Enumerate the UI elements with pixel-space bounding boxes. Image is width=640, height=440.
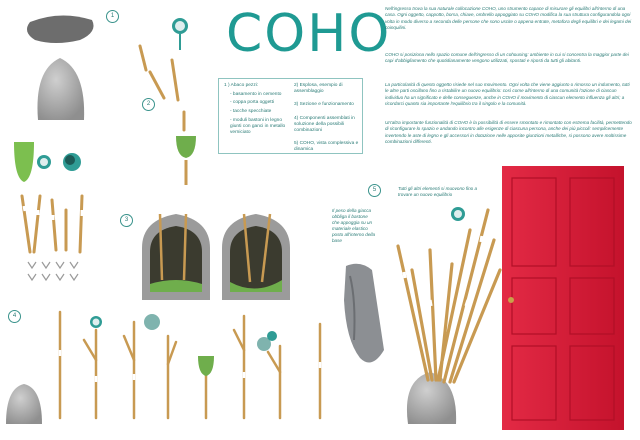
step-number-2: 2 [142,98,155,111]
legend-item: - coppa porta oggetti [230,100,275,106]
door-icon [502,166,624,430]
wood-stick [52,200,56,250]
combinations [6,312,320,424]
legend-item: - basamento in cemento [230,91,282,97]
weight-note: Il peso della giacca obbliga il bastone che appoggia su un materiale elastico posto all'interno della base [332,208,376,243]
legend-item: 1 ) Abaco pezzi: [224,83,259,88]
cup-icon [14,142,34,182]
step-number-4: 4 [8,310,21,323]
mirror-paddle-icon [144,314,160,330]
cup-icon [176,136,196,158]
mirror-paddle-icon [65,155,75,165]
legend-item: - tacche specchiate [230,109,272,115]
cohousing-paragraph: COHO si posiziona nello spazio comune dell'ingresso di un cohousing: ambiente in cui si concentra la maggior parte dei capi d'abbigliamento che quotidianamente vengono utilizzati, spostati e riposti da tutti gli abitanti. [385,52,629,64]
movement-paragraph: La particolarità di questo oggetto risiede nel suo movimento. Ogni volta che viene aggiunto o rimosso un indumento, tutti le altre parti oscillano fino a ristabilire un nuovo equilibrio: così come all'interno di una comunità l'azione di ciascun individuo ha un significato e delle conseguenze, anche in COHO il movimento di ciascun elemento influenza gli altri; a ricordarci quanto sia importante l'equilibrio tra il singolo e la comunità. [385,82,630,107]
legend-item: 4) Componenti assemblati in soluzione della possibili combinazioni [294,115,355,134]
cup-icon [198,356,214,376]
legend-item: 2) Esplosa, esempio di assemblaggio [294,83,343,95]
legend-item: 3) Sezione e funzionamento [294,102,354,108]
legend-item: - moduli bastoni in legno giunti con ganci in metallo verniciato [230,117,286,136]
door-handle-icon [508,297,514,303]
legend-item: 5) COHO, vista complessiva e dinamica [294,141,359,153]
exploded-assembly [140,18,196,185]
wood-stick [22,196,30,252]
step-number-3: 3 [120,214,133,227]
wood-stick [34,196,40,252]
assembly-paragraph: Un'altra importante funzionalità di COHO è la possibilità di essere smontato e rimontato con estrema facilità, permettendo di riconfigurare lo spazio e andando incontro alle esigenze di ciascuna persona, anche dei più piccoli: semplicemente invertendo le aste di legno e gli accessori in dotazione nelle apposite giunzioni metalliche, si possono avere moltissime combinazioni differenti. [385,120,632,145]
overall-view [344,207,500,424]
concrete-base-icon [6,384,42,424]
rock-icon [27,15,94,43]
mirror-paddle-icon [40,158,48,166]
concrete-base-icon [37,58,84,120]
step-number-1: 1 [106,10,119,23]
balance-note: Tutti gli altri elementi si muovono fino a trovare un nuovo equilibrio [398,186,478,197]
page-title: COHO [226,4,392,64]
step-number-5: 5 [368,184,381,197]
cross-sections [142,214,290,300]
hook-icon [28,262,78,280]
wood-stick [80,196,82,252]
intro-paragraph: Nell'ingresso trova la sua naturale collocazione COHO, uno strumento capace di misurare gli equilibri all'interno di una casa. Ogni oggetto, cappotto, borsa, chiave, ombrello appoggiato su COHO modifica la sua struttura configurandola ogni volta in modo diverso a seconda delle persone che sono uscite o appena entrate, metafora degli equilibri e dei legami dei coinquilini. [385,6,632,31]
parts-abacus [14,15,94,280]
